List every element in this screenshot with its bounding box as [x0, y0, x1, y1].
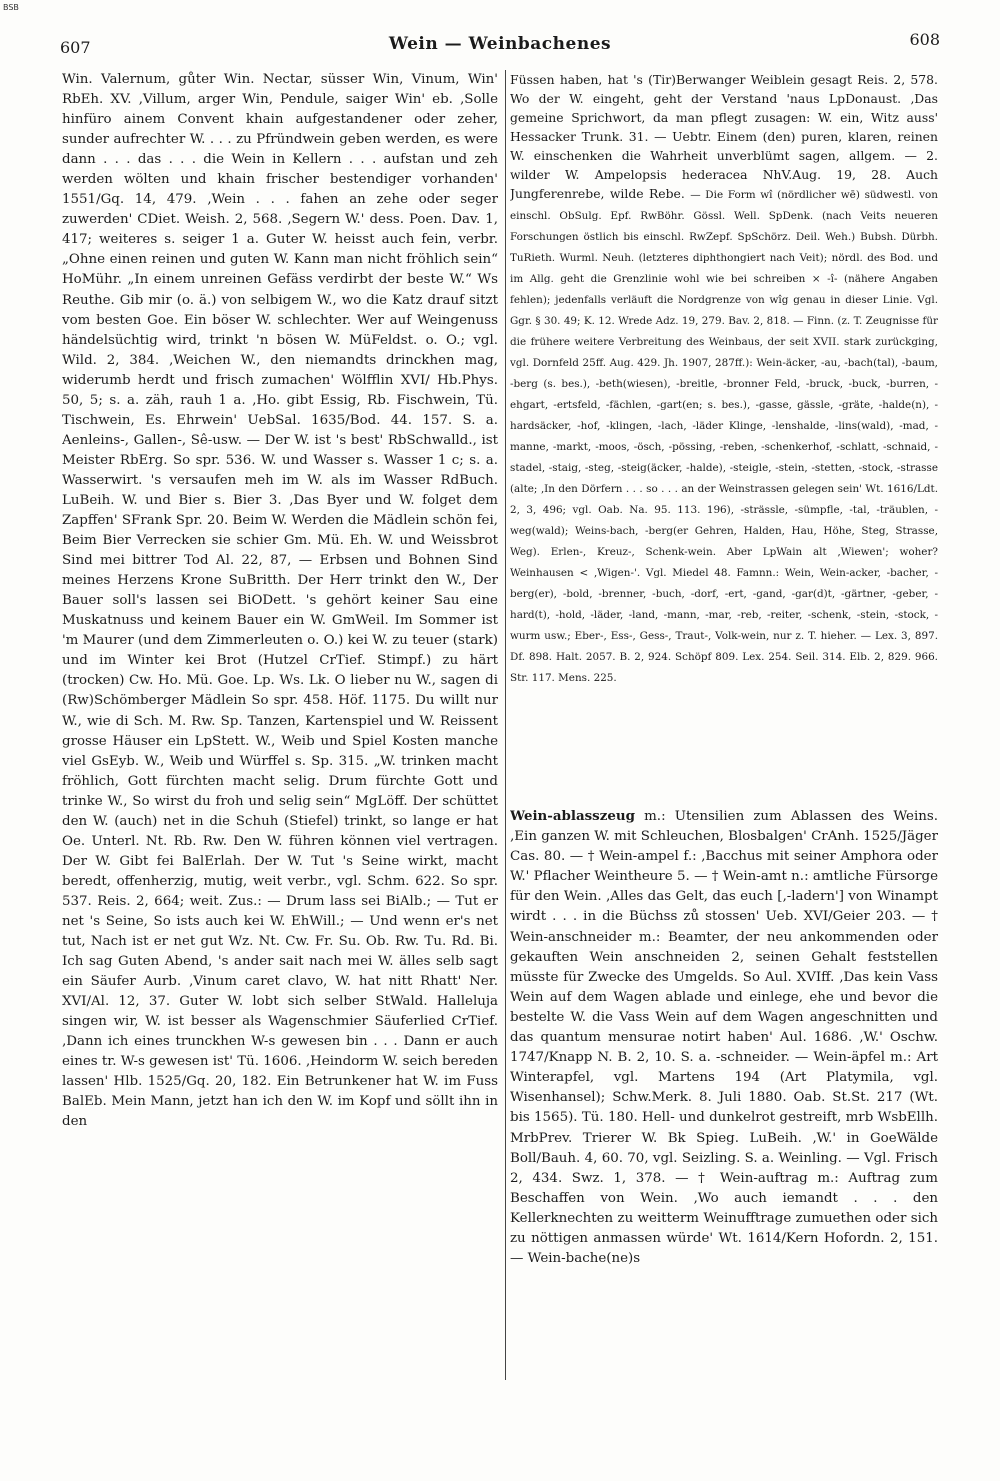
column-divider	[505, 70, 506, 1380]
right-column-entry-text: Füssen haben, hat 's (Tir)Berwanger Weiblein gesagt Reis. 2, 578. Wo der W. eingeht, geht der Verstand 'naus LpDonaust. ‚Das gemeine Sprichwort, da man pflegt zusagen: W. ein, Witz auss' Hessacker Trunk. 31. — Uebtr. Einem (den) puren, klaren, reinen W. einschenken die Wahrheit unverblümt sagen, allgem. — 2. wilder W. Ampelopsis hederacea NhV.Aug. 19, 28. Auch Jungferenrebe, wilde Rebe.	[510, 72, 938, 201]
right-column-smallprint: — Die Form wî (nördlicher wē) südwestl. von einschl. ObSulg. Epf. RwBöhr. Gössl. Well. SpDenk. (nach Veits neueren Forschungen östlich bis einschl. RwZepf. SpSchörz. Deil. Weh.) Bubsh. Dürbh. TuRieth. Wurml. Neuh. (letzteres diphthongiert nach Veit); nördl. des Bod. und im Allg. geht die Grenzlinie wohl wie bei schreiben × -î- (nähere Angaben fehlen); jedenfalls verläuft die Nordgrenze von wîg genau in dieser Linie. Vgl. Ggr. § 30. 49; K. 12. Wrede Adz. 19, 279. Bav. 2, 818. — Finn. (z. T. Zeugnisse für die frühere weitere Verbreitung des Weinbaus, der seit XVII. stark zurückging, vgl. Dornfeld 25ff. Aug. 429. Jh. 1907, 287ff.): Wein-äcker, -au, -bach(tal), -baum, -berg (s. bes.), -beth(wiesen), -breitle, -bronner Feld, -bruck, -buck, -burren, -ehgart, -ertsfeld, -fächlen, -gart(en; s. bes.), -gasse, gässle, -gräte, -halde(n), -hardsäcker, -hof, -klingen, -lach, -läder Klinge, -lenshalde, -lins(wald), -mad, -manne, -markt, -moos, -ösch, -pössing, -reben, -schenkerhof, -schlatt, -schnaid, -stadel, -staig, -steg, -steig(äcker, -halde), -steigle, -stein, -stetten, -stock, -strasse (alte; ‚In den Dörfern . . . so . . . an der Weinstrassen gelegen sein' Wt. 1616/Ldt. 2, 3, 496; vgl. Oab. Na. 95. 113. 196), -strässle, -sümpfle, -tal, -träublen, -weg(wald); Weins-bach, -berg(er Gehren, Halden, Hau, Höhe, Steg, Strasse, Weg). Erlen-, Kreuz-, Schenk-wein. Aber LpWain alt ‚Wiewen'; woher? Weinhausen < ‚Wigen-'. Vgl. Miedel 48. Famnn.: Wein, Wein-acker, -bacher, -berg(er), -bold, -brenner, -buch, -dorf, -ert, -gand, -gar(d)t, -gärtner, -geber, -hard(t), -hold, -läder, -land, -mann, -mar, -reb, -reiter, -schenk, -stein, -stock, -wurm usw.; Eber-, Ess-, Gess-, Traut-, Volk-wein, nur z. T. hieher. — Lex. 3, 897. Df. 898. Halt. 2057. B. 2, 924. Schöpf 809. Lex. 254. Seil. 314. Elb. 2, 829. 966. Str. 117. Mens. 225.	[510, 189, 938, 684]
entry-text: m.: Utensilien zum Ablassen des Weins. ‚Ein ganzen W. mit Schleuchen, Blosbalgen' CrAnh. 1525/Jäger Cas. 80. — † Wein-ampel f.: ‚Bacchus mit seiner Amphora oder W.' Pflacher Weintheure 5. — † Wein-amt n.: amtliche Fürsorge für den Wein. ‚Alles das Gelt, das euch [‚-ladern'] von Winampt wirdt . . . in die Büchss zů stossen' Ueb. XVI/Geier 203. — † Wein-anschneider m.: Beamter, der neu ankommenden oder gekauften Wein anschneiden 2, seinen Gehalt feststellen müsste für Zwecke des Umgelds. So Aul. XVIff. ‚Das kein Vass Wein auf dem Wagen ablade und einlege, ehe und bevor die bestelte W. die Vass Wein auf dem Wagen angeschnitten und das quantum mensurae notirt haben' Aul. 1686. ‚W.' Oschw. 1747/Knapp N. B. 2, 10. S. a. -schneider. — Wein-äpfel m.: Art Winterapfel, vgl. Martens 194 (Art Platymila, vgl. Wisenhansel); Schw.Merk. 8. Juli 1880. Oab. St.St. 217 (Wt. bis 1565). Tü. 180. Hell- und dunkelrot gestreift, mrb WsbEllh. MrbPrev. Trierer W. Bk Spieg. LuBeih. ‚W.' in GoeWälde Boll/Bauh. 4, 60. 70, vgl. Seizling. S. a. Weinling. — Vgl. Frisch 2, 434. Swz. 1, 378. — † Wein-auftrag m.: Auftrag zum Beschaffen von Wein. ‚Wo auch iemandt . . . den Kellerknechten zu weitterm Weinufftrage zumuethen oder sich zu nöttigen anmassen würde' Wt. 1614/Kern Hofordn. 2, 151. — Wein-bache(ne)s	[510, 809, 938, 1267]
left-column-text: Win. Valernum, gůter Win. Nectar, süsser Win, Vinum, Win' RbEh. XV. ‚Villum, arger Win, Pendule, saiger Win' eb. ‚Solle hinfüro ainem Convent khain aufgestandener oder zeher, sunder aufrechter W. . . . zu Pfründwein geben werden, es were dann . . . das . . . die Wein in Kellern . . . aufstan und zeh werden wölten und khain frischer bestendiger vorhanden' 1551/Gq. 14, 479. ‚Wein . . . fahen an zehe oder seger zuwerden' CDiet. Weish. 2, 568. ‚Segern W.' dess. Poen. Dav. 1, 417; weiteres s. seiger 1 a. Guter W. heisst auch fein, verbr. „Ohne einen reinen und guten W. Kann man nicht fröhlich sein“ HoMühr. „In einem unreinen Gefäss verdirbt der beste W.“ Ws Reuthe. Gib mir (o. ä.) von selbigem W., wo die Katz drauf sitzt vom besten Goe. Ein böser W. schlechter. Wer auf Weingenuss händelsüchtig wird, trinkt 'n bösen W. MüFeldst. o. O.; vgl. Wild. 2, 384. ‚Weichen W., den niemandts drinckhen mag, widerumb herdt und frisch zumachen' Wölfflin XVI/ Hb.Phys. 50, 5; s. a. zäh, rauh 1 a. ‚Ho. gibt Essig, Rb. Fischwein, Tü. Tischwein, Es. Ehrwein' UebSal. 1635/Bod. 44. 157. S. a. Aenleins-, Gallen-, Sê-usw. — Der W. ist 's best' RbSchwalld., ist Meister RbErg. So spr. 536. W. und Wasser s. Wasser 1 c; s. a. Wasserwirt. 's versaufen meh im W. als im Wasser RdBuch. LuBeih. W. und Bier s. Bier 3. ‚Das Byer und W. folget dem Zapffen' SFrank Spr. 20. Beim W. Werden die Mädlein schön fei, Beim Bier Verrecken sie schier Gm. Mü. Eh. W. und Weissbrot Sind mei bittrer Tod Al. 22, 87, — Erbsen und Bohnen Sind meines Herzens Krone SuBritth. Der Herr trinkt den W., Der Bauer soll's lassen sei BiODett. 's gehört keiner Sau eine Muskatnuss und keinem Bauer ein W. GmWeil. Im Sommer ist 'm Maurer (und dem Zimmerleuten o. O.) kei W. zu teuer (stark) und im Winter kei Brot (Hutzel CrTief. Stimpf.) zu härt (trocken) Cw. Ho. Mü. Goe. Lp. Ws. Lk. O lieber nu W., sagen di (Rw)Schömberger Mädlein So spr. 458. Höf. 1175. Du willt nur W., wie di Sch. M. Rw. Sp. Tanzen, Kartenspiel und W. Reissent grosse Häuser ein LpStett. W., Weib und Spiel Kosten manche viel GsEyb. W., Weib und Würffel s. Sp. 315. „W. trinken macht fröhlich, Gott fürchten macht selig. Drum fürchte Gott und trinke W., So wirst du froh und selig sein“ MgLöff. Der schüttet den W. (auch) net in die Schuh (Stiefel) trinkt, so lange er hat Oe. Unterl. Nt. Rb. Rw. Den W. führen können viel vertragen. Der W. Gibt fei BalErlah. Der W. Tut 's Seine wirkt, macht beredt, offenherzig, mutig, weit verbr., vgl. Schm. 622. So spr. 537. Reis. 2, 664; weit. Zus.: — Drum lass sei BiAlb.; — Tut er net 's Seine, So ists auch kei W. EhWill.; — Und wenn er's net tut, Nach ist er net gut Wz. Nt. Cw. Fr. Su. Ob. Rw. Tu. Rd. Bi. Ich sag Guten Abend, 's ander sait nach mei W. älles selb sagt ein Säufer Aurb. ‚Vinum caret clavo, W. hat nitt Rhatt' Ner. XVI/Al. 12, 37. Guter W. lobt sich selber StWald. Halleluja singen wir, W. ist besser als Wagenschmier Säuferlied CrTief. ‚Dann ich eines trunckhen W-s gewesen bin . . . Dann er auch eines tr. W-s gewesen ist' Tü. 1606. ‚Heindorm W. seich bereden lassen' Hlb. 1525/Gq. 20, 182. Ein Betrunkener hat W. im Fuss BalEb. Mein Mann, jetzt han ich den W. im Kopf und söllt ihn in den	[62, 72, 498, 1130]
dictionary-entry	[510, 806, 938, 1269]
right-column-text	[510, 70, 938, 688]
right-column-upper	[510, 70, 938, 688]
page-header	[60, 30, 940, 60]
page-number-left: 607	[60, 38, 91, 57]
running-head: Wein — Weinbachenes	[388, 34, 612, 54]
right-column-lower	[510, 806, 938, 1269]
entry-lemma: Wein-ablasszeug	[510, 808, 635, 824]
library-stamp: BSB	[3, 3, 19, 12]
left-column	[62, 70, 498, 1132]
page-number-right: 608	[909, 30, 940, 49]
